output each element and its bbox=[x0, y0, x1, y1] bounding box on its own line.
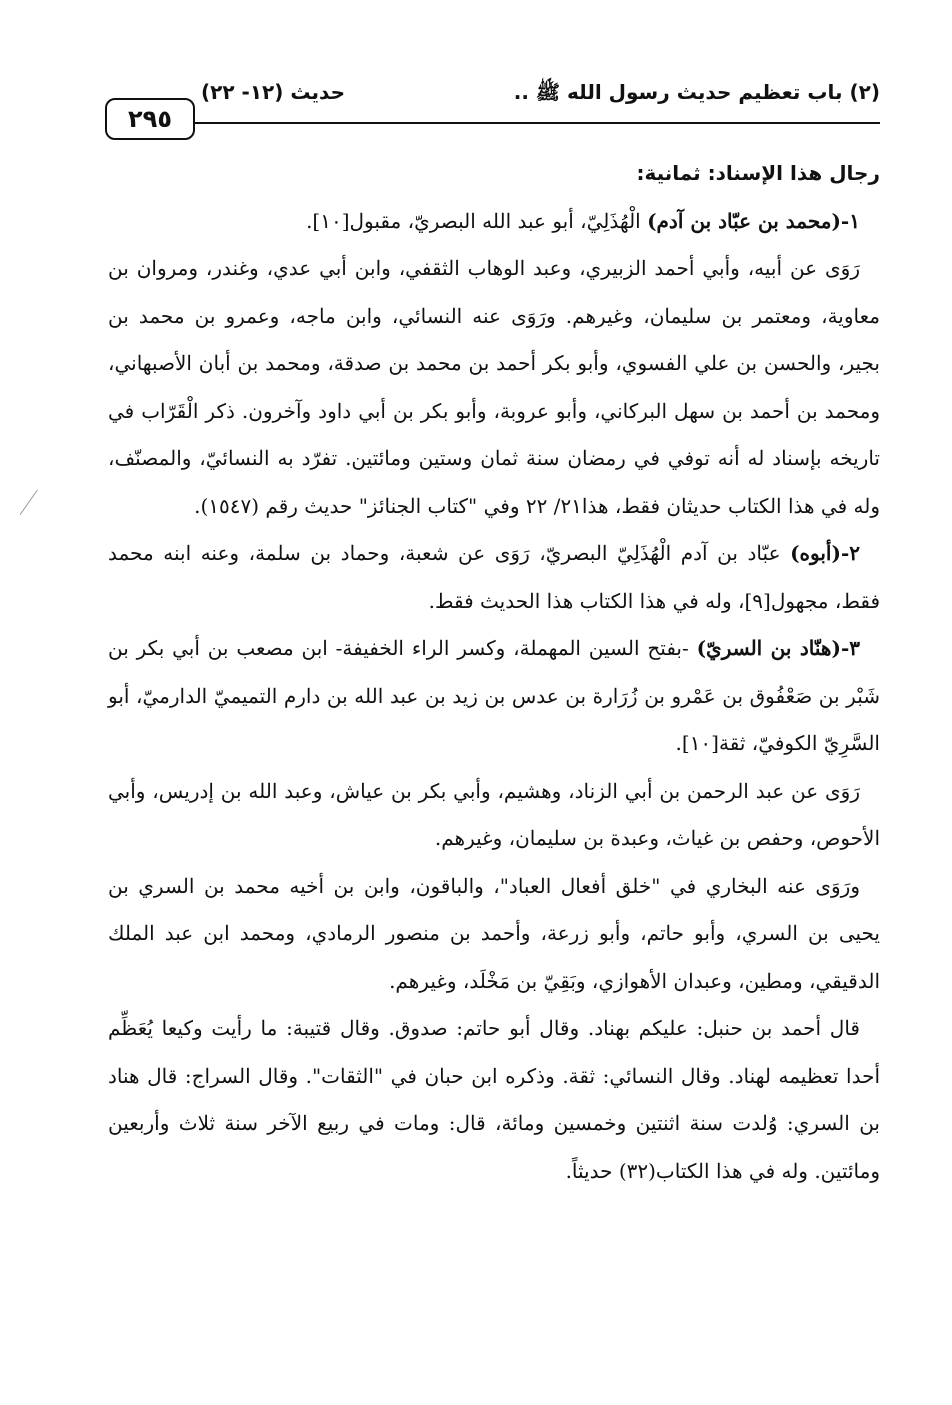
narrator-2-heading: ٢-(أبوه) bbox=[790, 541, 860, 565]
narrator-3-grading: قال أحمد بن حنبل: عليكم بهناد. وقال أبو حاتم: صدوق. وقال قتيبة: ما رأيت وكيعا يُعَظِّم أحدا تعظيمه لهناد. وقال النسائي: ثقة. وذكره ابن حبان في "الثقات". وقال السراج: قال هناد بن السري: وُلدت سنة اثنتين وخمسين ومائة، قال: ومات في ربيع الآخر سنة ثلاث وأربعين ومائتين. وله في هذا الكتاب(٣٢) حديثاً. bbox=[108, 1016, 880, 1183]
margin-pencil-mark bbox=[20, 490, 40, 516]
narrator-1-summary: الْهُذَلِيّ، أبو عبد الله البصريّ، مقبول[١٠]. bbox=[306, 208, 648, 233]
section-title: رجال هذا الإسناد: ثمانية: bbox=[636, 161, 880, 185]
hadith-range: حديث (١٢- ٢٢) bbox=[201, 80, 346, 104]
narrator-3-teachers: رَوَى عن عبد الرحمن بن أبي الزناد، وهشيم، وأبي بكر بن عياش، وعبد الله بن إدريس، وأبي الأحوص، وحفص بن غياث، وعبدة بن سليمان، وغيرهم. bbox=[108, 778, 880, 850]
narrator-3-entry bbox=[108, 625, 880, 768]
narrator-3-heading: ٣-(هنّاد بن السريّ) bbox=[696, 636, 860, 660]
header-rule bbox=[185, 122, 880, 124]
narrator-1-details: رَوَى عن أبيه، وأبي أحمد الزبيري، وعبد الوهاب الثقفي، وابن أبي عدي، وغندر، ومروان بن معاوية، ومعتمر بن سليمان، وغيرهم. ورَوَى عنه النسائي، وابن ماجه، وعمرو بن محمد بن بجير، والحسن بن علي الفسوي، وأبو بكر أحمد بن محمد بن صدقة، ومحمد بن أبان الأصبهاني، ومحمد بن أحمد بن سهل البركاني، وأبو عروبة، وأبو بكر بن أبي داود وآخرون. ذكر الْقَرّاب في تاريخه بإسناد له أنه توفي في رمضان سنة ثمان وستين ومائتين. تفرّد به النسائيّ، والمصنّف، وله في هذا الكتاب حديثان فقط، هذا٢١/ ٢٢ وفي "كتاب الجنائز" حديث رقم (١٥٤٧). bbox=[108, 256, 880, 518]
narrator-1-heading: ١-(محمد بن عبّاد بن آدم) bbox=[647, 208, 860, 233]
narrator-3-students: ورَوَى عنه البخاري في "خلق أفعال العباد"، والباقون، وابن بن أخيه محمد بن السري بن يحيى بن السري، وأبو حاتم، وأبو زرعة، وأحمد بن منصور الرمادي، ومحمد ابن عبد الملك الدقيقي، ومطين، وعبدان الأهوازي، وبَقِيّ بن مَخْلَد، وغيرهم. bbox=[108, 873, 880, 993]
page-body bbox=[108, 150, 880, 1195]
narrator-2-summary: عبّاد بن آدم الْهُذَلِيّ البصريّ، رَوَى عن شعبة، وحماد بن سلمة، وعنه ابنه محمد فقط، مجهول[٩]، وله في هذا الكتاب هذا الحديث فقط. bbox=[108, 541, 880, 613]
narrator-3-summary: -بفتح السين المهملة، وكسر الراء الخفيفة- ابن مصعب بن أبي بكر بن شَبْر بن صَعْفُوق بن عَمْرو بن زُرَارة بن عدس بن زيد بن عبد الله بن دارم التميميّ الدارميّ، أبو السَّرِيّ الكوفيّ، ثقة[١٠]. bbox=[108, 636, 880, 755]
narrator-1-entry bbox=[108, 198, 880, 246]
chapter-title: (٢) باب تعظيم حديث رسول الله ﷺ .. bbox=[513, 80, 880, 104]
page-number: ٢٩٥ bbox=[105, 98, 195, 140]
narrator-2-entry bbox=[108, 530, 880, 625]
page-header bbox=[105, 70, 880, 133]
